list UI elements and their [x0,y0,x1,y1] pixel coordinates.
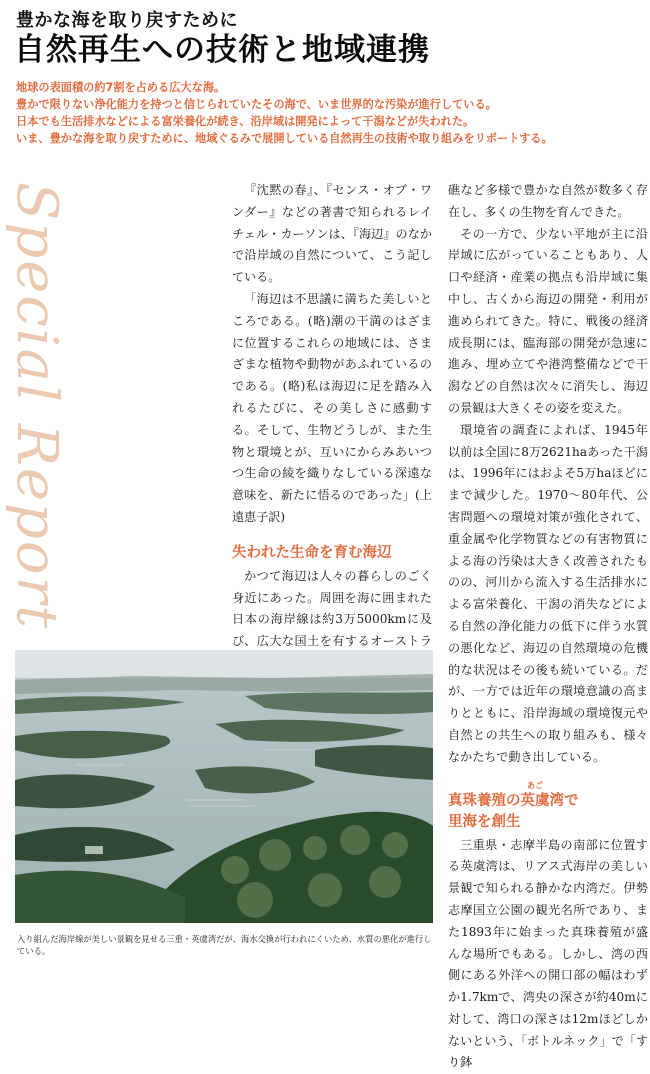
lead-line: 豊かで限りない浄化能力を持つと信じられていたその海で、いま世界的な汚染が進行している。 [16,98,497,111]
paragraph: かつて海辺は人々の暮らしのごく身近にあった。周囲を海に囲まれた日本の海岸線は約3万5000kmに及び、広大な国土を有するオーストラ [232,568,432,649]
lead-line: 地球の表面積の約7割を占める広大な海。 [16,81,226,94]
paragraph: 環境省の調査によれば、1945年以前は全国に8万2621haあった干潟は、1996年にはおよそ5万haほどにまで減少した。1970～80年代、公害問題への環境対策が強化されて、重金属や化学物質などの有害物質による海の汚染は大きく改善されたものの、河川から流入する生活排水による富栄養化、干潟の消失などによる自然の浄化能力の低下に伴う水質の悪化など、海辺の自然環境の危機的な状況はその後も続いている。だが、一方では近年の環境意識の高まりとともに、沿岸海域の環境復元や自然との共生への取り組みも、様々なかたちで動き出している。 [448,422,648,764]
section-heading: 失われた生命を育む海辺 [232,544,392,561]
article-column-2 [448,180,648,1074]
section-heading-line [448,780,579,809]
ruby-reading: あご [527,780,543,790]
ruby-word [520,780,550,812]
lead-line: いま、豊かな海を取り戻すために、地域ぐるみで展開している自然再生の技術や取り組みをリポートする。 [16,132,553,145]
photo-caption: 入り組んだ海岸線が美しい景観を見せる三重・英虞湾だが、海水交換が行われにくいため、水質の悪化が進行している。 [17,934,432,956]
section-heading [448,780,648,833]
section-heading-line: 里海を創生 [448,813,521,830]
bay-photo [15,650,433,923]
page-title: 自然再生への技術と地域連携 [14,32,430,68]
ruby-base: 英虞 [520,792,550,809]
kicker: 豊かな海を取り戻すために [16,10,238,31]
paragraph: 三重県・志摩半島の南部に位置する英虞湾は、リアス式海岸の美しい景観で知られる静かな内湾だ。伊勢志摩国立公園の観光名所であり、また1893年に始まった真珠養殖が盛んな場所でもある。しかし、湾の西側にある外洋への開口部の幅はわずか1.7kmで、湾央の深さが約40mに対して、湾口の深さは12mほどしかないという、「ボトルネック」で「すり鉢 [448,837,648,1070]
heading-text: 湾で [549,792,579,809]
heading-text: 真珠養殖の [448,792,521,809]
paragraph: 礁など多様で豊かな自然が数多く存在し、多くの生物を育んできた。 [448,183,648,219]
lead-line: 日本でも生活排水などによる富栄養化が続き、沿岸域は開発によって干潟などが失われた。 [16,115,475,128]
paragraph: その一方で、少ない平地が主に沿岸域に広がっていることもあり、人口や経済・産業の拠点も沿岸域に集中し、古くから海辺の開発・利用が進められてきた。特に、戦後の経済成長期には、臨海部の開発が急速に進み、埋め立てや港湾整備などで干潟などの自然は次々に消失し、海辺の景観は大きくその姿を変えた。 [448,226,648,415]
paragraph: 『沈黙の春』、『センス・オブ・ワンダー』などの著書で知られるレイチェル・カーソンは、『海辺』のなかで沿岸域の自然について、こう記している。 [232,183,432,285]
lead-text [16,79,641,147]
paragraph: 「海辺は不思議に満ちた美しいところである。(略)潮の干満のはざまに位置するこれらの地域には、さまざまな植物や動物があふれているのである。(略)私は海辺に足を踏み入れるたびに、その美しさに感動する。そして、生物どうしが、また生物と環境とが、互いにからみあいつつ生命の綾を織りなしている深遠な意味を、新たに悟るのであった」(上遠恵子訳) [232,291,432,524]
special-report-vertical-title: Special Report [4,182,69,630]
